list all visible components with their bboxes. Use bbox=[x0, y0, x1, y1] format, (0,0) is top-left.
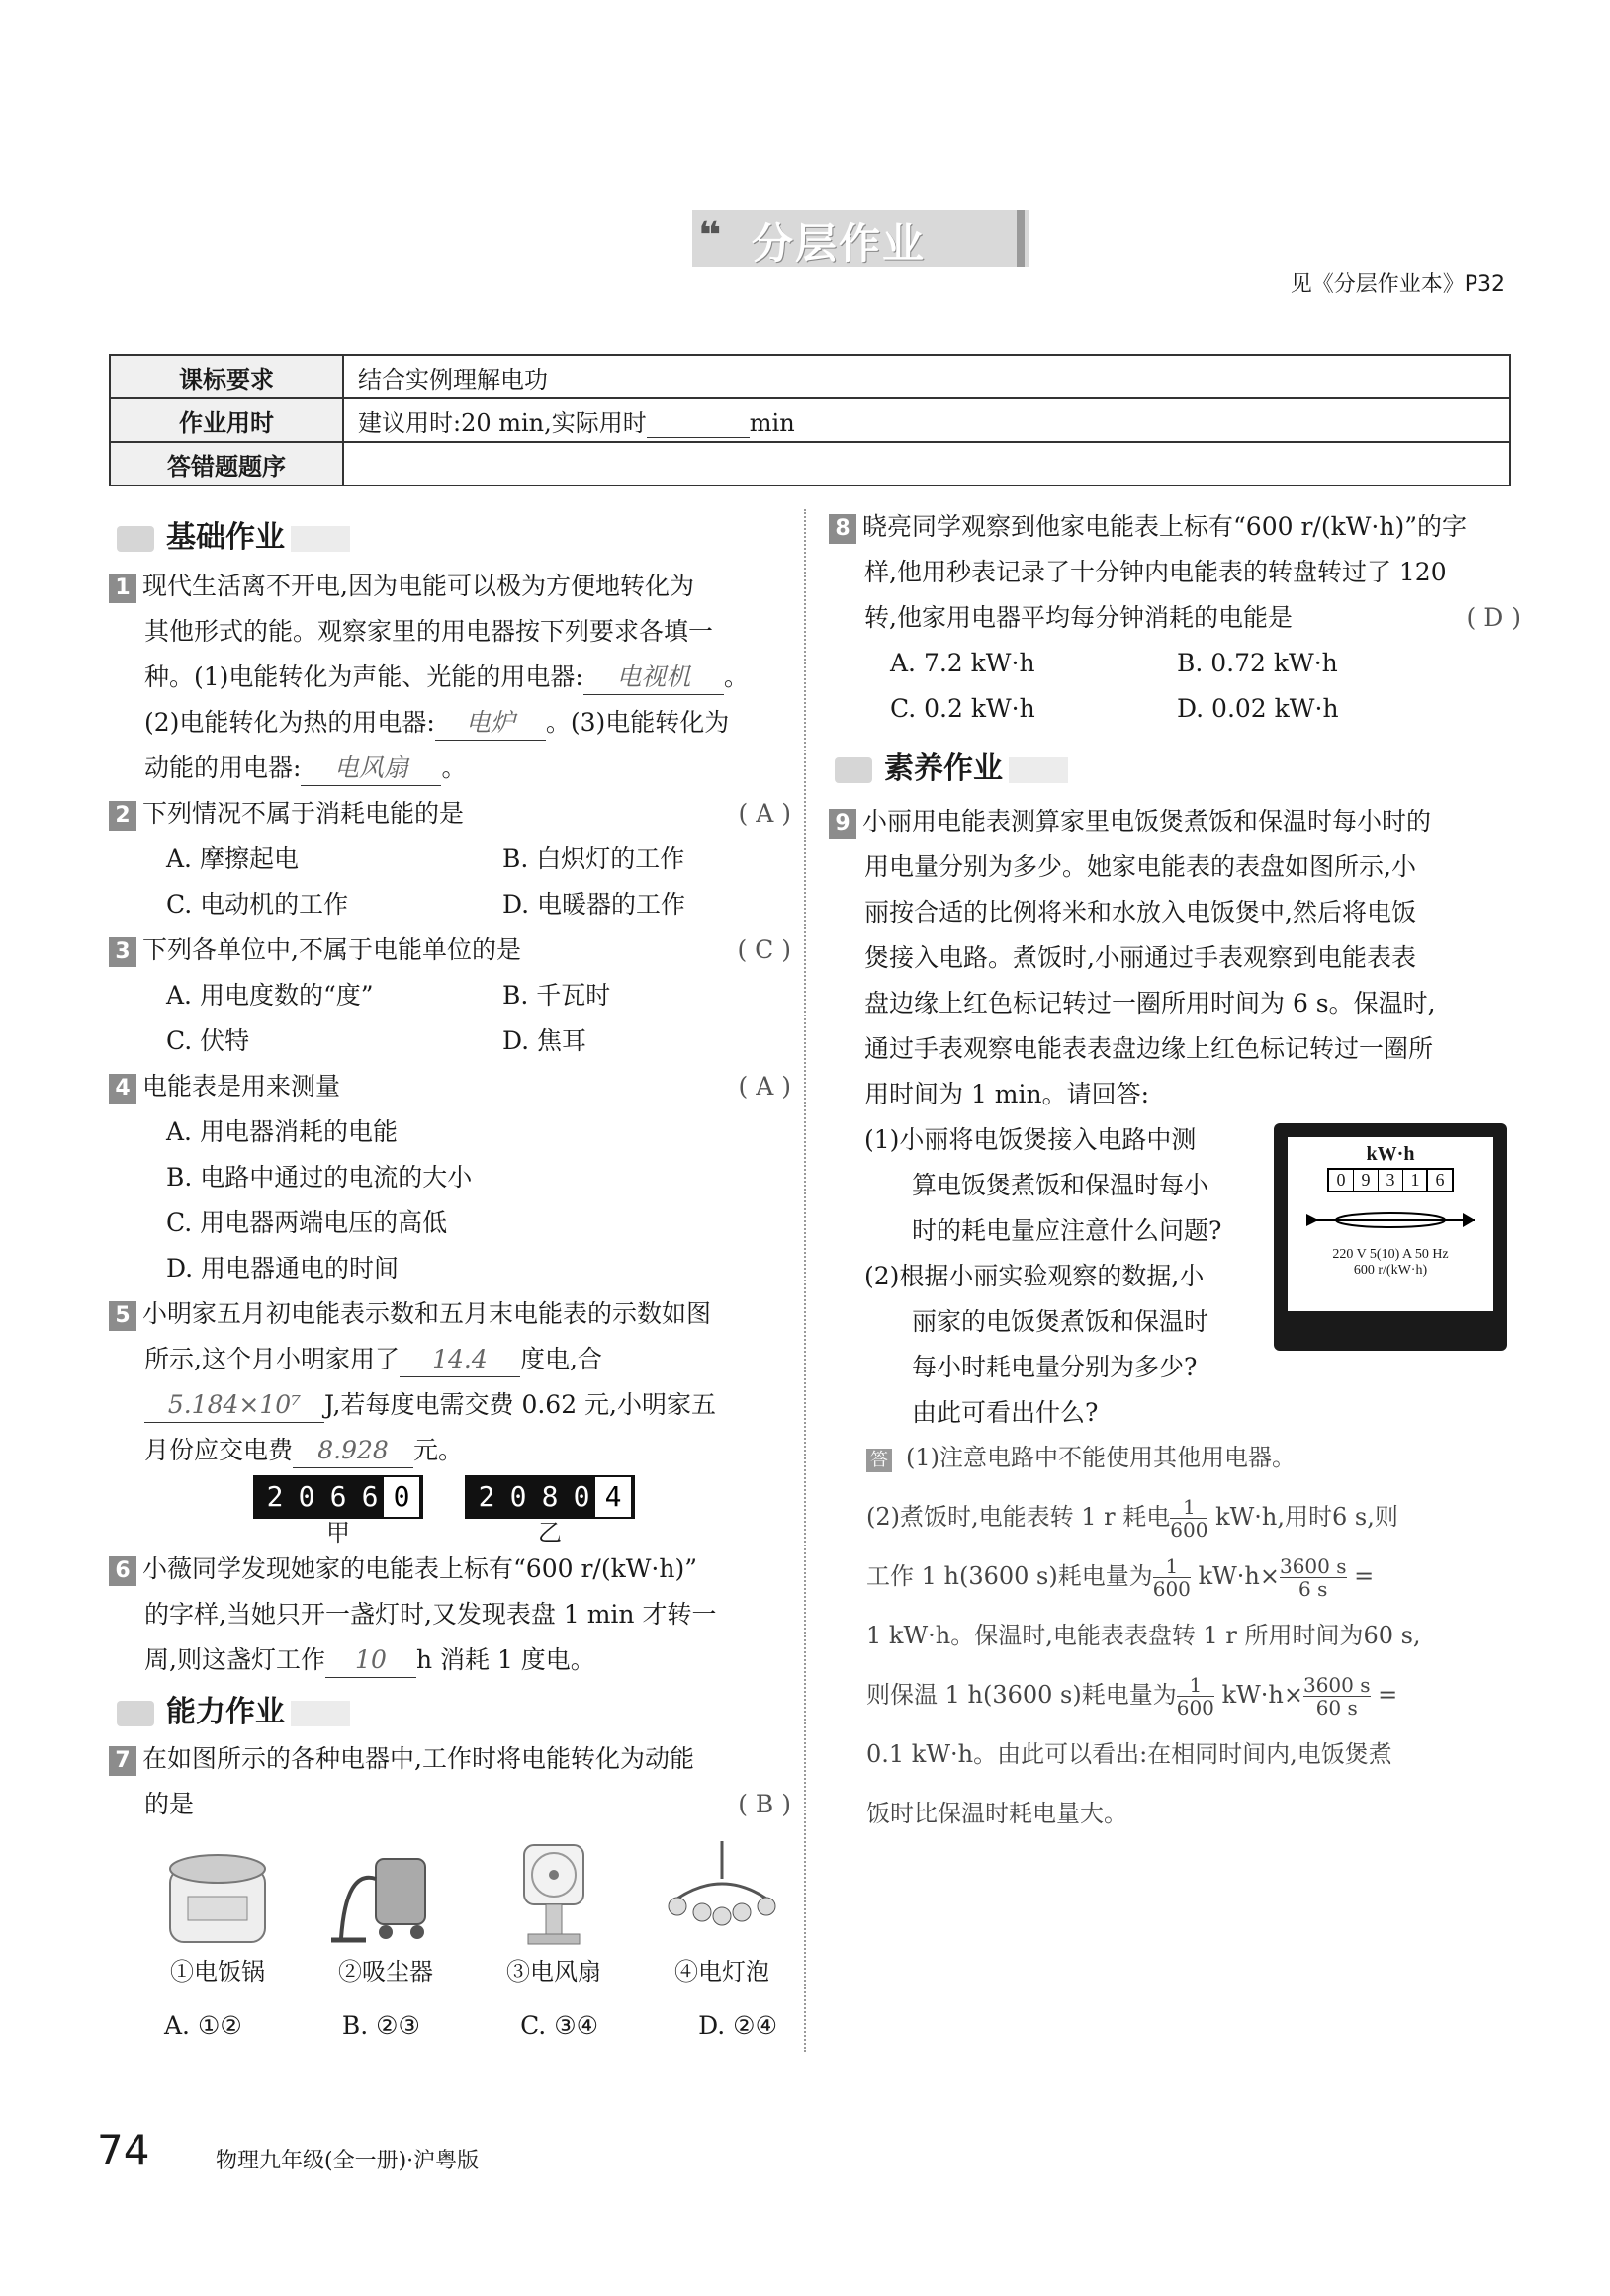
meter-digit: 0 bbox=[509, 1480, 527, 1513]
answer-line-5 bbox=[866, 1665, 1519, 1724]
meter-yi bbox=[465, 1475, 635, 1546]
fraction bbox=[1170, 1496, 1208, 1541]
meter-yi-label: 乙 bbox=[538, 1519, 562, 1546]
q8-number: 8 bbox=[829, 514, 856, 544]
answer-line-6: 0.1 kW·h。由此可以看出:在相同时间内,电饭煲煮 bbox=[866, 1740, 1392, 1768]
time-unit: min bbox=[749, 408, 795, 437]
q7-number: 7 bbox=[109, 1746, 136, 1776]
energy-meter-face bbox=[1288, 1137, 1493, 1311]
meter-jia-label: 甲 bbox=[326, 1519, 350, 1546]
meter-disc-icon bbox=[1297, 1200, 1484, 1240]
q9-sub2-line: 由此可看出什么? bbox=[912, 1398, 1099, 1427]
q9-line: 丽按合适的比例将米和水放入电饭煲中,然后将电饭 bbox=[864, 898, 1416, 927]
answer-1: (1)注意电路中不能使用其他用电器。 bbox=[906, 1444, 1296, 1471]
q1-answer-2[interactable]: 电炉 bbox=[435, 706, 546, 741]
answer-line-4: 1 kW·h。保温时,电能表表盘转 1 r 所用时间为60 s, bbox=[866, 1622, 1421, 1649]
meter-jia bbox=[253, 1475, 423, 1546]
q5-number: 5 bbox=[109, 1301, 136, 1331]
q5-answer-1[interactable]: 14.4 bbox=[400, 1343, 520, 1377]
q7-line-2 bbox=[109, 1782, 791, 1827]
q2-option-b[interactable]: B. 白炽灯的工作 bbox=[502, 844, 685, 873]
q3-number: 3 bbox=[109, 937, 136, 967]
q1-line-1 bbox=[109, 564, 791, 609]
answer-text: 则保温 1 h(3600 s)耗电量为 bbox=[866, 1681, 1177, 1709]
value-wrong-items[interactable] bbox=[343, 442, 1510, 486]
meter-digit-decimal: 6 bbox=[1428, 1170, 1452, 1191]
q8-line-3 bbox=[829, 595, 1521, 641]
numerator: 3600 s bbox=[1302, 1673, 1371, 1697]
q3-option-a[interactable]: A. 用电度数的“度” bbox=[166, 981, 374, 1010]
q4-options bbox=[109, 1109, 791, 1291]
section-literacy-title: 素养作业 bbox=[884, 751, 1003, 786]
section-basic bbox=[117, 512, 350, 556]
label-curriculum: 课标要求 bbox=[110, 355, 343, 398]
q7-option-d[interactable]: D. ②④ bbox=[698, 2011, 777, 2040]
answer-mark-icon: 答 bbox=[866, 1449, 892, 1472]
meter-jia-display bbox=[253, 1475, 423, 1519]
fan-icon bbox=[494, 1839, 613, 1948]
q5-text-a: 小明家五月初电能表示数和五月末电能表的示数如图 bbox=[142, 1299, 712, 1328]
meter-digit: 0 bbox=[1329, 1170, 1354, 1191]
q5-answer-3[interactable]: 8.928 bbox=[293, 1434, 413, 1468]
q8-choice[interactable]: ( D ) bbox=[1466, 603, 1521, 632]
numerator: 3600 s bbox=[1279, 1554, 1347, 1578]
q1-text-d: (2)电能转化为热的用电器: bbox=[144, 708, 435, 737]
fraction bbox=[1153, 1555, 1191, 1600]
question-1 bbox=[109, 564, 791, 791]
q7-options bbox=[164, 2003, 777, 2049]
q9-number: 9 bbox=[829, 809, 856, 839]
q9-sub1-line: (1)小丽将电饭煲接入电路中测 bbox=[864, 1125, 1197, 1154]
q1-text-c: 种。(1)电能转化为声能、光能的用电器: bbox=[144, 662, 583, 691]
answer-line-1 bbox=[866, 1428, 1519, 1487]
answer-text: kW·h,用时6 s,则 bbox=[1215, 1503, 1398, 1531]
q6-text-d: h 消耗 1 度电。 bbox=[415, 1645, 595, 1674]
q1-line-5: 动能的用电器: 电风扇 。 bbox=[109, 746, 791, 791]
banner-quote-icon: ❝ bbox=[698, 214, 722, 259]
section-icon bbox=[835, 757, 872, 783]
q8-option-d[interactable]: D. 0.02 kW·h bbox=[1177, 694, 1339, 723]
meter-digit-decimal: 0 bbox=[386, 1479, 417, 1515]
q1-text-b: 其他形式的能。观察家里的用电器按下列要求各填一 bbox=[144, 617, 714, 646]
q1-number: 1 bbox=[109, 574, 136, 603]
q8-text-a: 晓亮同学观察到他家电能表上标有“600 r/(kW·h)”的字 bbox=[862, 512, 1468, 541]
q9-sub-1 bbox=[864, 1117, 1270, 1436]
info-table bbox=[109, 354, 1511, 486]
table-row bbox=[110, 398, 1510, 442]
q9-sub1-line: 时的耗电量应注意什么问题? bbox=[912, 1216, 1222, 1245]
q2-text: 下列情况不属于消耗电能的是 bbox=[142, 799, 465, 828]
device-rice-cooker bbox=[148, 1839, 287, 1987]
meter-digit: 3 bbox=[1379, 1170, 1403, 1191]
q7-line-1 bbox=[109, 1736, 791, 1782]
chandelier-icon bbox=[663, 1839, 781, 1948]
q4-stem bbox=[109, 1064, 791, 1109]
denominator: 600 bbox=[1170, 1518, 1208, 1542]
q8-line-1 bbox=[829, 504, 1521, 550]
fraction bbox=[1177, 1674, 1214, 1719]
q9-line: 煲接入电路。煮饭时,小丽通过手表观察到电能表表 bbox=[864, 943, 1416, 972]
q7-option-b[interactable]: B. ②③ bbox=[341, 2011, 420, 2040]
q8-text-b: 样,他用秒表记录了十分钟内电能表的转盘转过了 120 bbox=[864, 558, 1447, 586]
q8-options bbox=[829, 641, 1521, 732]
denominator: 6 s bbox=[1298, 1577, 1328, 1601]
q7-text-b: 的是 bbox=[144, 1790, 195, 1818]
device-label: ①电饭锅 bbox=[170, 1958, 265, 1986]
device-lamp bbox=[653, 1839, 791, 1987]
value-curriculum: 结合实例理解电功 bbox=[343, 355, 1510, 398]
q7-choice[interactable]: ( B ) bbox=[738, 1790, 791, 1818]
section-icon bbox=[117, 1701, 154, 1726]
meter-digits bbox=[1327, 1168, 1454, 1192]
question-4 bbox=[109, 1064, 791, 1291]
q2-option-c[interactable]: C. 电动机的工作 bbox=[166, 890, 349, 919]
q9-sub2-line: 丽家的电饭煲煮饭和保温时 bbox=[912, 1307, 1209, 1336]
device-label: ③电风扇 bbox=[506, 1958, 601, 1986]
question-2 bbox=[109, 791, 791, 927]
q6-text-c: 周,则这盏灯工作 bbox=[144, 1645, 325, 1674]
q3-stem bbox=[109, 927, 791, 973]
column-divider bbox=[804, 509, 806, 2052]
q8-line-2 bbox=[829, 550, 1521, 595]
actual-time-blank[interactable] bbox=[647, 413, 750, 438]
q9-line: 用电量分别为多少。她家电能表的表盘如图所示,小 bbox=[864, 852, 1416, 881]
answer-text: kW·h× bbox=[1198, 1562, 1280, 1590]
q5-text-b: 所示,这个月小明家用了 bbox=[144, 1345, 400, 1373]
q4-option-a[interactable]: A. 用电器消耗的电能 bbox=[166, 1117, 398, 1146]
q9-sub2-line: (2)根据小丽实验观察的数据,小 bbox=[864, 1262, 1205, 1290]
question-7 bbox=[109, 1736, 791, 1827]
q1-answer-3[interactable]: 电风扇 bbox=[301, 751, 441, 786]
q1-line-4 bbox=[109, 700, 791, 746]
numerator: 1 bbox=[1177, 1674, 1214, 1697]
q6-answer-1[interactable]: 10 bbox=[325, 1643, 416, 1678]
device-fan bbox=[485, 1839, 623, 1987]
q4-option-d[interactable]: D. 用电器通电的时间 bbox=[166, 1254, 400, 1282]
section-ability bbox=[117, 1687, 350, 1730]
device-label: ②吸尘器 bbox=[338, 1958, 433, 1986]
device-vacuum bbox=[316, 1839, 455, 1987]
meter-spec: 220 V 5(10) A 50 Hz bbox=[1332, 1247, 1449, 1262]
meter-digit: 6 bbox=[361, 1480, 379, 1513]
section-literacy bbox=[835, 744, 1068, 787]
q9-line: 用时间为 1 min。请回答: bbox=[864, 1080, 1150, 1108]
answer-text: kW·h× bbox=[1221, 1681, 1303, 1709]
q6-line-2 bbox=[109, 1592, 791, 1637]
q2-option-a[interactable]: A. 摩擦起电 bbox=[166, 844, 299, 873]
meter-unit: kW·h bbox=[1366, 1143, 1415, 1165]
q7-option-a[interactable]: A. ①② bbox=[164, 2011, 242, 2040]
q3-option-c[interactable]: C. 伏特 bbox=[166, 1026, 250, 1055]
table-row bbox=[110, 442, 1510, 486]
q8-option-c[interactable]: C. 0.2 kW·h bbox=[890, 694, 1035, 723]
q8-option-a[interactable]: A. 7.2 kW·h bbox=[890, 649, 1035, 677]
question-6 bbox=[109, 1546, 791, 1683]
denominator: 60 s bbox=[1315, 1696, 1358, 1720]
meter-digit: 8 bbox=[541, 1480, 559, 1513]
q9-sub2-line: 每小时耗电量分别为多少? bbox=[912, 1353, 1198, 1381]
q9-line-1 bbox=[829, 799, 1521, 844]
q9-answer bbox=[866, 1428, 1519, 1843]
numerator: 1 bbox=[1153, 1555, 1191, 1578]
q1-text-f: 动能的用电器: bbox=[144, 753, 302, 782]
q7-option-c[interactable]: C. ③④ bbox=[520, 2011, 599, 2040]
q1-answer-1[interactable]: 电视机 bbox=[583, 661, 724, 695]
q9-line: 盘边缘上红色标记转过一圈所用时间为 6 s。保温时, bbox=[864, 989, 1436, 1017]
meter-digit: 2 bbox=[266, 1480, 284, 1513]
label-wrong-items: 答错题题序 bbox=[110, 442, 343, 486]
numerator: 1 bbox=[1170, 1496, 1208, 1519]
q1-text-a: 现代生活离不开电,因为电能可以极为方便地转化为 bbox=[142, 572, 694, 600]
answer-text: (2)煮饭时,电能表转 1 r 耗电 bbox=[866, 1503, 1171, 1531]
q6-line-3 bbox=[109, 1637, 791, 1683]
q2-stem bbox=[109, 791, 791, 837]
question-3 bbox=[109, 927, 791, 1064]
q3-text: 下列各单位中,不属于电能单位的是 bbox=[142, 935, 521, 964]
section-bar bbox=[291, 1701, 350, 1726]
q3-option-b[interactable]: B. 千瓦时 bbox=[502, 981, 611, 1010]
answer-text: = bbox=[1378, 1681, 1398, 1709]
section-icon bbox=[117, 526, 154, 552]
answer-line-2 bbox=[866, 1487, 1519, 1546]
vacuum-icon bbox=[326, 1839, 445, 1948]
rice-cooker-icon bbox=[158, 1839, 277, 1948]
q2-choice[interactable]: ( A ) bbox=[738, 799, 791, 828]
q4-text: 电能表是用来测量 bbox=[142, 1072, 341, 1101]
label-time: 作业用时 bbox=[110, 398, 343, 442]
q5-line-1 bbox=[109, 1291, 791, 1337]
q8-option-b[interactable]: B. 0.72 kW·h bbox=[1177, 649, 1338, 677]
q9-sub1-line: 算电饭煲煮饭和保温时每小 bbox=[912, 1171, 1209, 1199]
q5-line-3 bbox=[109, 1382, 791, 1428]
q7-devices bbox=[148, 1839, 791, 1987]
meter-digit: 0 bbox=[298, 1480, 315, 1513]
meter-digit: 9 bbox=[1354, 1170, 1379, 1191]
fraction bbox=[1280, 1555, 1347, 1600]
banner-edge bbox=[1017, 210, 1025, 267]
q3-choice[interactable]: ( C ) bbox=[737, 935, 791, 964]
meter-digit: 6 bbox=[329, 1480, 347, 1513]
section-bar bbox=[1009, 757, 1068, 783]
q2-option-d[interactable]: D. 电暖器的工作 bbox=[502, 890, 686, 919]
question-5 bbox=[109, 1291, 791, 1473]
book-title: 物理九年级(全一册)·沪粤版 bbox=[216, 2149, 480, 2173]
question-8 bbox=[829, 504, 1521, 732]
q5-text-f: 元。 bbox=[413, 1436, 464, 1464]
q6-text-b: 的字样,当她只开一盏灯时,又发现表盘 1 min 才转一 bbox=[144, 1600, 717, 1629]
q5-answer-2[interactable]: 5.184×10⁷ bbox=[144, 1388, 324, 1423]
section-bar bbox=[291, 526, 350, 552]
q1-text-e: 。(3)电能转化为 bbox=[545, 708, 730, 737]
q3-option-d[interactable]: D. 焦耳 bbox=[502, 1026, 587, 1055]
q8-text-c: 转,他家用电器平均每分钟消耗的电能是 bbox=[864, 603, 1293, 632]
workbook-reference: 见《分层作业本》P32 bbox=[1290, 272, 1505, 297]
q6-line-1 bbox=[109, 1546, 791, 1592]
q2-number: 2 bbox=[109, 801, 136, 831]
q4-choice[interactable]: ( A ) bbox=[738, 1072, 791, 1101]
q4-number: 4 bbox=[109, 1074, 136, 1104]
question-9 bbox=[829, 799, 1521, 1117]
meter-rate: 600 r/(kW·h) bbox=[1353, 1263, 1428, 1278]
q6-number: 6 bbox=[109, 1556, 136, 1586]
answer-line-7: 饭时比保温时耗电量大。 bbox=[866, 1800, 1127, 1827]
q6-text-a: 小薇同学发现她家的电能表上标有“600 r/(kW·h)” bbox=[142, 1554, 697, 1583]
value-time-cell bbox=[343, 398, 1510, 442]
answer-text: = bbox=[1354, 1562, 1375, 1590]
denominator: 600 bbox=[1152, 1577, 1191, 1601]
value-time: 建议用时:20 min,实际用时 bbox=[358, 408, 647, 437]
q4-option-b[interactable]: B. 电路中通过的电流的大小 bbox=[166, 1163, 473, 1192]
q3-options bbox=[109, 973, 791, 1064]
answer-line-3 bbox=[866, 1546, 1519, 1606]
section-basic-title: 基础作业 bbox=[166, 520, 285, 555]
device-label: ④电灯泡 bbox=[674, 1958, 769, 1986]
meter-digit: 2 bbox=[478, 1480, 495, 1513]
q5-text-e: 月份应交电费 bbox=[144, 1436, 294, 1464]
banner-title: 分层作业 bbox=[752, 220, 927, 268]
meter-digit: 0 bbox=[573, 1480, 590, 1513]
q5-text-d: J,若每度电需交费 0.62 元,小明家五 bbox=[324, 1390, 717, 1419]
q9-text: 小丽用电能表测算家里电饭煲煮饭和保温时每小时的 bbox=[862, 807, 1432, 836]
q5-line-2 bbox=[109, 1337, 791, 1382]
q5-text-c: 度电,合 bbox=[519, 1345, 602, 1373]
meter-digit-decimal: 4 bbox=[597, 1479, 629, 1515]
q1-line-2 bbox=[109, 609, 791, 655]
q5-line-4 bbox=[109, 1428, 791, 1473]
fraction bbox=[1303, 1674, 1371, 1719]
meter-yi-display bbox=[465, 1475, 635, 1519]
q4-option-c[interactable]: C. 用电器两端电压的高低 bbox=[166, 1208, 448, 1237]
table-row bbox=[110, 355, 1510, 398]
section-ability-title: 能力作业 bbox=[166, 1695, 285, 1729]
energy-meter-figure bbox=[1274, 1123, 1507, 1351]
denominator: 600 bbox=[1176, 1696, 1214, 1720]
q9-line: 通过手表观察电能表表盘边缘上红色标记转过一圈所 bbox=[864, 1034, 1434, 1063]
q7-text-a: 在如图所示的各种电器中,工作时将电能转化为动能 bbox=[142, 1744, 694, 1773]
q2-options bbox=[109, 837, 791, 927]
answer-text: 工作 1 h(3600 s)耗电量为 bbox=[866, 1562, 1153, 1590]
q1-line-3: 种。(1)电能转化为声能、光能的用电器: 电视机 。 bbox=[109, 655, 791, 700]
meter-digit: 1 bbox=[1403, 1170, 1428, 1191]
page-number: 74 bbox=[97, 2126, 150, 2174]
